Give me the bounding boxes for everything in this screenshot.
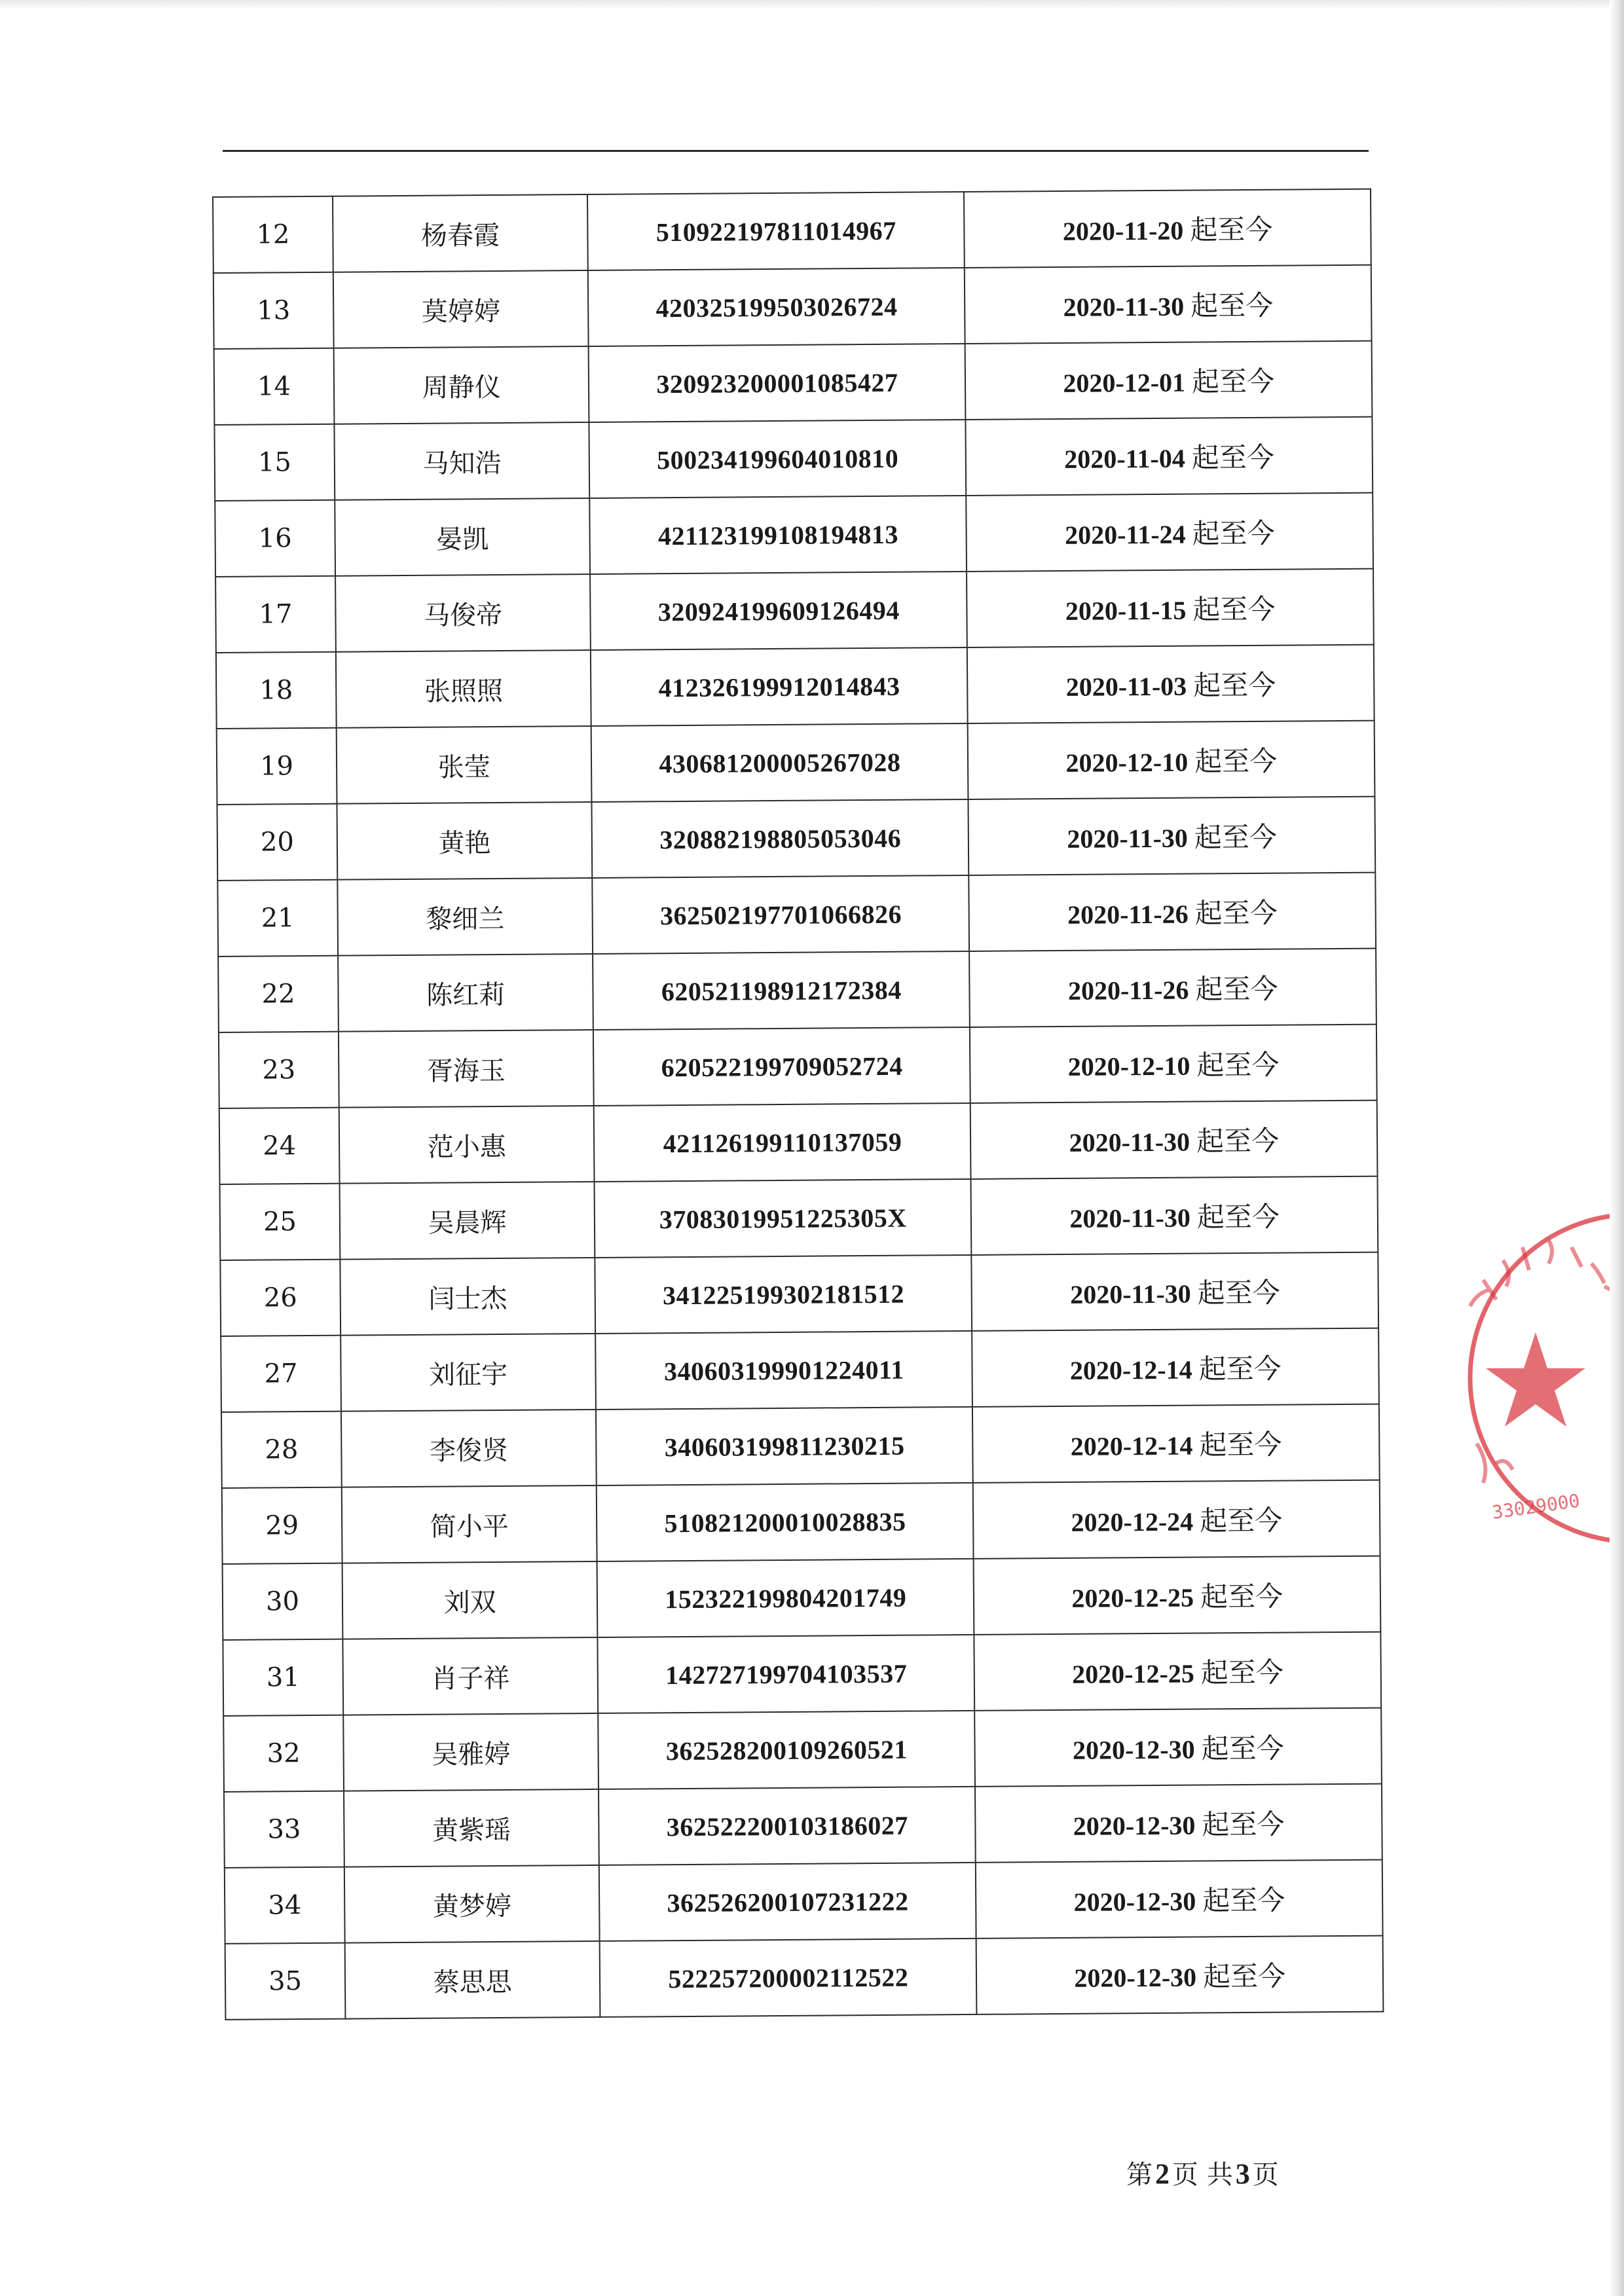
- table-row: [217, 873, 1376, 957]
- footer-total-pages: 3: [1235, 2158, 1250, 2190]
- start-date-value: 2020-12-01: [1063, 367, 1186, 398]
- employee-name: 简小平: [342, 1485, 597, 1563]
- start-date-value: 2020-12-30: [1074, 1962, 1197, 1993]
- table-row: [217, 797, 1375, 881]
- row-number: 29: [222, 1487, 342, 1564]
- id-number: 362526200107231222: [599, 1863, 976, 1941]
- start-date-suffix: 起至今: [1199, 1428, 1282, 1461]
- row-number: 18: [216, 652, 337, 729]
- start-date-value: 2020-12-14: [1070, 1430, 1193, 1461]
- start-date: [976, 1860, 1382, 1939]
- row-number: 21: [217, 880, 338, 957]
- start-date-value: 2020-11-15: [1065, 595, 1187, 626]
- seal-code: 33029000: [1490, 1489, 1581, 1523]
- table-row: [221, 1328, 1379, 1412]
- start-date: [970, 1101, 1377, 1179]
- start-date-value: 2020-12-10: [1065, 747, 1189, 778]
- row-number: 28: [221, 1412, 342, 1488]
- employee-name: 周静仪: [334, 346, 589, 424]
- start-date: [970, 1025, 1376, 1103]
- table-row: [223, 1708, 1382, 1792]
- start-date-suffix: 起至今: [1202, 1884, 1285, 1917]
- row-number: 15: [214, 424, 335, 501]
- start-date-value: 2020-12-10: [1067, 1051, 1190, 1082]
- id-number: 340603199811230215: [596, 1407, 973, 1485]
- start-date-suffix: 起至今: [1198, 1352, 1282, 1385]
- start-date: [968, 721, 1375, 799]
- row-number: 31: [223, 1639, 343, 1716]
- start-date-suffix: 起至今: [1192, 517, 1275, 550]
- id-number: 412326199912014843: [591, 647, 968, 726]
- id-number: 320923200001085427: [589, 344, 966, 422]
- row-number: 19: [217, 728, 337, 805]
- row-number: 34: [225, 1867, 345, 1944]
- row-number: 13: [213, 272, 334, 349]
- scan-top-edge: [0, 0, 1624, 9]
- row-number: 22: [218, 956, 339, 1032]
- start-date-value: 2020-11-04: [1064, 443, 1185, 474]
- employee-name: 肖子祥: [342, 1637, 598, 1715]
- start-date-value: 2020-11-26: [1067, 899, 1189, 930]
- start-date-suffix: 起至今: [1195, 972, 1278, 1006]
- id-number: 340603199901224011: [595, 1331, 972, 1410]
- row-number: 32: [223, 1715, 344, 1792]
- table-row: [223, 1556, 1381, 1640]
- start-date-value: 2020-11-30: [1069, 1127, 1190, 1157]
- start-date-value: 2020-12-24: [1071, 1506, 1194, 1537]
- start-date-suffix: 起至今: [1200, 1580, 1283, 1613]
- employee-table-body: [213, 189, 1383, 2020]
- start-date: [964, 189, 1371, 268]
- start-date-suffix: 起至今: [1192, 592, 1276, 626]
- start-date-value: 2020-12-14: [1069, 1355, 1192, 1385]
- id-number: 430681200005267028: [591, 723, 969, 802]
- start-date: [972, 1404, 1379, 1483]
- employee-name: 杨春霞: [333, 194, 588, 272]
- start-date-value: 2020-12-25: [1071, 1582, 1194, 1613]
- row-number: 26: [220, 1260, 341, 1336]
- employee-name: 蔡思思: [345, 1941, 600, 2019]
- start-date-suffix: 起至今: [1191, 365, 1275, 398]
- table-row: [224, 1784, 1382, 1868]
- start-date-value: 2020-11-03: [1065, 671, 1187, 702]
- row-number: 23: [219, 1032, 339, 1108]
- employee-name: 范小惠: [339, 1106, 595, 1184]
- header-rule: [223, 150, 1369, 152]
- table-row: [217, 721, 1375, 805]
- employee-name: 胥海玉: [339, 1030, 594, 1108]
- scan-right-edge: [1610, 0, 1624, 2296]
- start-date: [976, 1936, 1383, 2014]
- employee-name: 黄梦婷: [344, 1865, 600, 1943]
- start-date-value: 2020-11-30: [1067, 823, 1188, 854]
- start-date-suffix: 起至今: [1197, 1276, 1280, 1309]
- id-number: 341225199302181512: [595, 1255, 972, 1334]
- start-date: [971, 1176, 1378, 1255]
- start-date: [975, 1784, 1382, 1863]
- table-row: [218, 949, 1376, 1032]
- table-row: [220, 1252, 1378, 1336]
- start-date: [967, 645, 1374, 723]
- start-date: [969, 797, 1375, 875]
- employee-name: 张照照: [336, 650, 591, 728]
- id-number: 421123199108194813: [589, 496, 967, 574]
- employee-name: 陈红莉: [338, 954, 593, 1032]
- id-number: 620521198912172384: [593, 951, 970, 1030]
- employee-name: 刘征宇: [341, 1334, 596, 1412]
- employee-name: 张莹: [337, 726, 592, 804]
- start-date-suffix: 起至今: [1202, 1959, 1286, 1993]
- id-number: 37083019951225305X: [595, 1179, 972, 1258]
- start-date: [972, 1252, 1378, 1331]
- id-number: 510922197811014967: [587, 192, 965, 270]
- start-date-value: 2020-12-30: [1073, 1810, 1196, 1841]
- employee-name: 黎细兰: [337, 878, 593, 956]
- start-date-suffix: 起至今: [1196, 1048, 1280, 1082]
- table-row: [225, 1936, 1384, 2020]
- footer-middle: 页 共: [1172, 2160, 1233, 2190]
- start-date-suffix: 起至今: [1201, 1732, 1284, 1765]
- start-date-suffix: 起至今: [1191, 441, 1274, 474]
- employee-name: 莫婷婷: [333, 270, 589, 348]
- table-row: [219, 1025, 1377, 1108]
- id-number: 522257200002112522: [600, 1939, 977, 2017]
- table-row: [213, 265, 1372, 349]
- footer-prefix: 第: [1126, 2160, 1153, 2190]
- start-date: [967, 493, 1373, 572]
- start-date-suffix: 起至今: [1200, 1656, 1284, 1689]
- table-row: [214, 417, 1373, 501]
- start-date: [974, 1632, 1381, 1711]
- employee-name: 马知浩: [334, 422, 589, 500]
- start-date-value: 2020-12-30: [1073, 1886, 1196, 1917]
- id-number: 152322199804201749: [597, 1559, 974, 1637]
- start-date: [965, 341, 1372, 420]
- start-date: [974, 1556, 1380, 1635]
- row-number: 16: [215, 500, 335, 577]
- start-date: [975, 1708, 1382, 1787]
- start-date-suffix: 起至今: [1194, 744, 1278, 778]
- start-date-value: 2020-11-30: [1069, 1203, 1191, 1233]
- start-date-value: 2020-11-24: [1064, 519, 1186, 550]
- table-row: [223, 1632, 1381, 1716]
- start-date-value: 2020-12-25: [1072, 1658, 1194, 1689]
- employee-name: 吴雅婷: [343, 1713, 599, 1791]
- id-number: 362528200109260521: [598, 1711, 975, 1789]
- footer-end: 页: [1252, 2160, 1279, 2190]
- table-row: [220, 1176, 1378, 1260]
- official-seal: [1457, 1201, 1624, 1568]
- employee-name: 晏凯: [335, 498, 590, 576]
- row-number: 30: [223, 1563, 343, 1640]
- employee-table: [212, 189, 1384, 2020]
- table-row: [219, 1101, 1378, 1184]
- start-date: [965, 265, 1371, 344]
- id-number: 142727199704103537: [598, 1635, 975, 1713]
- id-number: 362502197701066826: [593, 875, 970, 954]
- start-date: [967, 569, 1373, 647]
- start-date: [972, 1328, 1379, 1407]
- page-footer: [1126, 2154, 1279, 2191]
- table-row: [216, 645, 1375, 729]
- employee-name: 吴晨辉: [340, 1182, 595, 1260]
- employee-name: 李俊贤: [341, 1410, 597, 1487]
- employee-name: 刘双: [342, 1561, 598, 1639]
- start-date-suffix: 起至今: [1196, 1124, 1280, 1157]
- row-number: 35: [225, 1943, 346, 2020]
- row-number: 17: [215, 576, 336, 653]
- start-date-suffix: 起至今: [1190, 289, 1274, 322]
- id-number: 320924199609126494: [590, 572, 967, 650]
- id-number: 510821200010028835: [597, 1483, 974, 1561]
- table-row: [221, 1404, 1380, 1488]
- row-number: 24: [219, 1108, 340, 1184]
- seal-stamp-icon: [1457, 1201, 1624, 1568]
- table-row: [225, 1860, 1383, 1944]
- start-date-suffix: 起至今: [1194, 896, 1278, 930]
- table-row: [215, 569, 1374, 653]
- id-number: 620522199709052724: [593, 1027, 970, 1106]
- start-date: [973, 1480, 1380, 1559]
- employee-name: 闫士杰: [340, 1258, 595, 1336]
- start-date: [966, 417, 1373, 496]
- start-date-suffix: 起至今: [1200, 1504, 1283, 1537]
- start-date-suffix: 起至今: [1193, 668, 1276, 702]
- start-date-value: 2020-11-30: [1070, 1279, 1191, 1309]
- id-number: 500234199604010810: [589, 420, 967, 498]
- employee-name: 黄艳: [337, 802, 593, 880]
- start-date: [970, 949, 1376, 1027]
- start-date: [969, 873, 1376, 951]
- start-date-suffix: 起至今: [1194, 820, 1277, 854]
- start-date-value: 2020-12-30: [1072, 1734, 1195, 1765]
- start-date-suffix: 起至今: [1202, 1808, 1285, 1841]
- row-number: 25: [220, 1184, 341, 1260]
- start-date-suffix: 起至今: [1196, 1200, 1280, 1233]
- start-date-value: 2020-11-20: [1062, 215, 1184, 246]
- row-number: 27: [221, 1336, 341, 1412]
- row-number: 33: [224, 1791, 344, 1868]
- id-number: 362522200103186027: [599, 1787, 976, 1865]
- table-row: [213, 189, 1371, 273]
- employee-name: 马俊帝: [335, 574, 591, 652]
- employee-name: 黄紫瑶: [344, 1789, 599, 1867]
- start-date-value: 2020-11-30: [1063, 291, 1185, 322]
- start-date-value: 2020-11-26: [1067, 975, 1189, 1006]
- id-number: 420325199503026724: [588, 268, 965, 346]
- row-number: 14: [214, 348, 335, 425]
- table-row: [214, 341, 1373, 425]
- table-row: [215, 493, 1373, 577]
- id-number: 320882198805053046: [592, 799, 969, 878]
- footer-page-number: 2: [1155, 2158, 1170, 2190]
- start-date-suffix: 起至今: [1190, 213, 1273, 246]
- row-number: 12: [213, 196, 333, 273]
- row-number: 20: [217, 804, 337, 881]
- table-row: [222, 1480, 1380, 1564]
- id-number: 421126199110137059: [594, 1103, 971, 1182]
